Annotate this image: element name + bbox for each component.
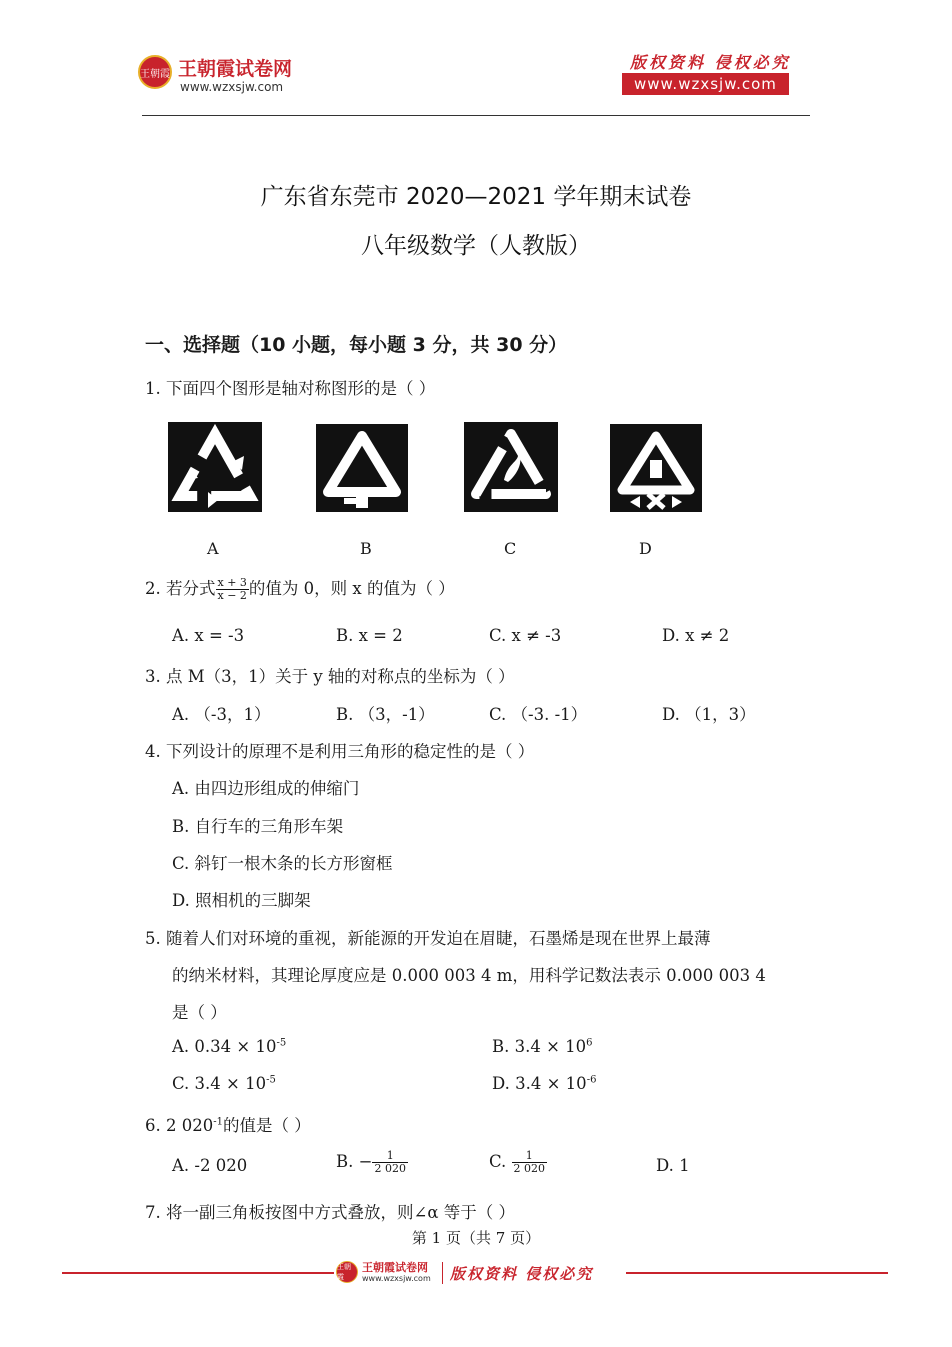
q5-option-d-text: D. 3.4 × 10 (492, 1074, 587, 1093)
q2-option-d: D. x ≠ 2 (662, 626, 730, 645)
brand-url[interactable]: www.wzxsjw.com (180, 80, 284, 94)
question-2-post: 的值为 0，则 x 的值为（ ） (248, 579, 455, 598)
q5-option-b (492, 1037, 593, 1056)
footer-brand: 王朝霞试卷网 (362, 1261, 428, 1274)
q5-option-d (492, 1074, 596, 1093)
q5-option-d-exp: -6 (586, 1074, 597, 1086)
q6-option-c-text: C. (489, 1152, 507, 1171)
q6-option-b-den: 2 020 (374, 1162, 406, 1175)
q2-option-b: B. x = 2 (336, 626, 403, 645)
question-1: 1. 下面四个图形是轴对称图形的是（ ） (145, 379, 436, 398)
figure-label-c: C (504, 539, 517, 558)
q5-option-b-exp: 6 (586, 1037, 593, 1049)
figure-label-a: A (207, 539, 219, 558)
figure-label-b: B (360, 539, 372, 558)
q6-option-d: D. 1 (656, 1156, 690, 1175)
q4-option-c: C. 斜钉一根木条的长方形窗框 (172, 854, 393, 873)
url-banner[interactable]: www.wzxsjw.com (622, 73, 789, 95)
q3-option-c: C. （-3. -1） (489, 705, 588, 724)
q5-option-c (172, 1074, 276, 1093)
q6-option-b-fraction (372, 1150, 408, 1175)
logo-icon: 王朝霞 (138, 55, 172, 89)
question-3: 3. 点 M（3，1）关于 y 轴的对称点的坐标为（ ） (145, 667, 515, 686)
q5-option-a (172, 1037, 286, 1056)
q6-option-c-den: 2 020 (513, 1162, 546, 1175)
q6-option-c-num: 1 (512, 1150, 548, 1163)
q5-option-b-text: B. 3.4 × 10 (492, 1037, 587, 1056)
fraction-numerator: x + 3 (217, 576, 247, 589)
question-5-line-1: 5. 随着人们对环境的重视，新能源的开发迫在眉睫，石墨烯是现在世界上最薄 (145, 929, 711, 948)
q6-option-b-num: 1 (372, 1150, 408, 1163)
brand-name: 王朝霞试卷网 (178, 58, 293, 80)
question-5-line-2: 的纳米材料，其理论厚度应是 0.000 003 4 m，用科学记数法表示 0.000 003 4 (172, 966, 766, 985)
footer-url[interactable]: www.wzxsjw.com (362, 1274, 431, 1283)
recycle-sign-a-icon (168, 422, 262, 516)
question-5-line-3: 是（ ） (172, 1003, 227, 1022)
question-2 (145, 575, 455, 602)
recycle-sign-c-icon (464, 422, 558, 516)
fraction (216, 577, 249, 602)
question-6-pre: 6. 2 020 (145, 1116, 214, 1135)
footer-line-right (626, 1272, 888, 1274)
header-divider (142, 115, 810, 116)
q5-option-a-exp: -5 (276, 1037, 287, 1049)
q3-option-a: A. （-3，1） (172, 705, 271, 724)
question-6 (145, 1112, 311, 1136)
q6-option-c-fraction (512, 1150, 548, 1175)
question-6-exp: -1 (213, 1116, 223, 1128)
q5-option-c-exp: -5 (266, 1074, 276, 1086)
q6-option-c (489, 1150, 547, 1175)
question-4: 4. 下列设计的原理不是利用三角形的稳定性的是（ ） (145, 742, 535, 761)
q6-option-a: A. -2 020 (172, 1156, 248, 1175)
copyright-notice: 版权资料 侵权必究 (630, 53, 791, 72)
q3-option-b: B. （3，-1） (336, 705, 435, 724)
section-heading: 一、选择题（10 小题，每小题 3 分，共 30 分） (145, 334, 568, 356)
exam-subtitle: 八年级数学（人教版） (361, 233, 591, 259)
q6-option-b (336, 1150, 408, 1175)
question-7: 7. 将一副三角板按图中方式叠放，则∠α 等于（ ） (145, 1203, 515, 1222)
footer-copyright: 版权资料 侵权必究 (450, 1265, 594, 1283)
q4-option-d: D. 照相机的三脚架 (172, 891, 311, 910)
footer-separator (442, 1262, 443, 1284)
q4-option-a: A. 由四边形组成的伸缩门 (172, 779, 360, 798)
q6-option-b-text: B. − (336, 1152, 373, 1171)
q5-option-c-text: C. 3.4 × 10 (172, 1074, 267, 1093)
question-2-pre: 2. 若分式 (145, 579, 216, 598)
q4-option-b: B. 自行车的三角形车架 (172, 817, 344, 836)
footer-logo-icon: 王朝霞 (336, 1261, 358, 1283)
fraction-denominator: x − 2 (217, 589, 247, 602)
recycle-sign-d-icon (610, 424, 702, 516)
question-6-post: 的值是（ ） (222, 1116, 311, 1135)
page-number: 第 1 页（共 7 页） (411, 1229, 541, 1247)
footer-line-left (62, 1272, 334, 1274)
recycle-sign-b-icon (316, 424, 408, 516)
q3-option-d: D. （1，3） (662, 705, 756, 724)
figure-label-d: D (639, 539, 652, 558)
q5-option-a-text: A. 0.34 × 10 (172, 1037, 277, 1056)
q2-option-c: C. x ≠ -3 (489, 626, 562, 645)
q2-option-a: A. x = -3 (172, 626, 245, 645)
exam-title: 广东省东莞市 2020—2021 学年期末试卷 (260, 184, 692, 210)
